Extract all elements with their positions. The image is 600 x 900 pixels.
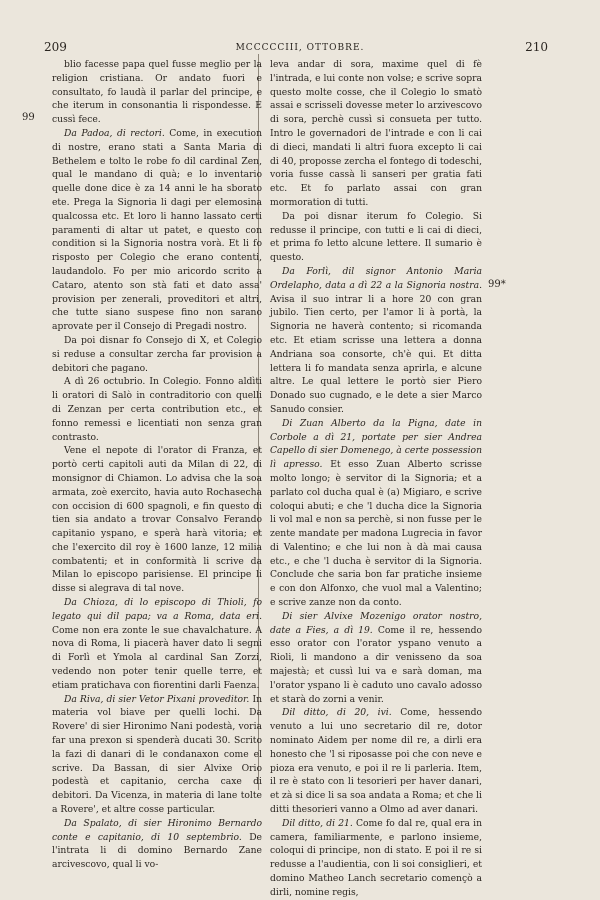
paragraph-heading: Di Zuan Alberto da la Pigna, date in Corbole a dì 21, portate per sier Andrea Capello di sier Domenego, à certe possession lì apresso. bbox=[270, 417, 482, 471]
paragraph bbox=[52, 58, 262, 127]
paragraph-text: Da poi disnar iterum fo Colegio. Si redusse il principe, con tutti e li cai di dieci, et prima fo letto alcune lettere. Il sumario è questo. bbox=[270, 210, 482, 264]
paragraph-text: Vene el nepote di l'orator di Franza, et portò certi capitoli auti da Milan di 22, di monsignor di Chiamon. Lo advisa che la soa armata, zoè exercito, havia auto Rochasecha con occision di 600 spagnoli, e fin questo di tien sia andato a trovar Consalvo Ferando capitanio yspano, e sperà harà vitoria; et che l'exercito dil roy è 1600 lanze, 12 milia combatenti; et in conformità li scrive da Milan lo episcopo parisiense. El principe li disse si alegrava di tal nove. bbox=[52, 445, 262, 595]
paragraph bbox=[270, 706, 482, 816]
paragraph-text: blio facesse papa quel fusse meglio per la religion cristiana. Or andato fuori e consultato, fo laudà il parlar del principe, e che iterum in consonantia li rispondesse. E cussì fece. bbox=[52, 59, 262, 126]
paragraph-text: Avisa il suo intrar li a hore 20 con gran jubilo. Tien certo, per l'amor li à portà, la Signoria ne haverà contento; si ricomanda etc. Et etiam scrisse una lettera a donna Andriana soa consorte, ch'è qui. Et ditta lettera li fo mandata senza aprirla, e alcune altre. Le qual lettere le portò sier Piero Donado suo cugnado, e le dete a sier Marco Sanudo consier. bbox=[270, 293, 482, 415]
paragraph bbox=[270, 58, 482, 210]
paragraph-text: A dì 26 octubrio. In Colegio. Fonno aldìti li oratori di Salò in contraditorio con quelli di Zenzan per certa contribution etc., et fonno remessi e licentiati non senza gran contrasto. bbox=[52, 376, 262, 443]
margin-number-left: 99 bbox=[22, 112, 35, 123]
right-page-number: 210 bbox=[525, 40, 548, 54]
paragraph bbox=[52, 693, 262, 817]
paragraph bbox=[270, 265, 482, 417]
right-column bbox=[270, 58, 482, 900]
paragraph-heading: Da Spalato, di sier Hironimo Bernardo conte e capitanio, di 10 septembrio. bbox=[52, 817, 262, 843]
paragraph-text: leva andar di sora, maxime quel di fè l'intrada, e lui conte non volse; e scrive sopra questo molte cosse, che il Colegio lo smatò assai e scrisseli dovesse meter lo arzivescovo di sora, perchè cussì si consueta per tutto. Intro le governadori de l'intrade e con li cai di dieci, mandati li altri fuora excepto li cai di 40, proposse zercha el fontego di todeschi, voria fusse cassà li sanseri per gratia fati etc. Et fo parlato assai con gran mormoration di tutti. bbox=[270, 59, 483, 208]
paragraph bbox=[52, 596, 262, 693]
margin-number-right: 99* bbox=[488, 279, 506, 290]
paragraph-text: Come il re, hessendo esso orator con l'orator yspano venuto a Rioli, li mandono a dir venisseno da soa majestà; et cussì lui va e sarà doman, ma l'orator yspano li è caduto uno cavalo adosso et starà do zorni a venir. bbox=[270, 624, 482, 705]
paragraph bbox=[270, 817, 482, 900]
paragraph bbox=[52, 127, 262, 334]
paragraph bbox=[270, 610, 482, 707]
paragraph-heading: Da Riva, di sier Vetor Pixani proveditor. bbox=[64, 693, 250, 705]
paragraph-text: Et esso Zuan Alberto scrisse molto longo; è servitor di la Signoria; et a parlato col ducha qual è (a) Migiaro, e scrive coloqui abuti; e che 'l ducha dice la Signoria li vol mal e non sa perchè, si non fusse per le zente mandate per madona Lugrecia in favor di Valentino; e che lui non à dà mai causa etc., e che 'l ducha è servitor di la Signoria. Conclude che saria bon far pratiche insieme e con don Alfonxo, che vuol mal a Valentino; e scrive zanze non da conto. bbox=[270, 459, 482, 609]
paragraph-heading: Da Forlì, dil signor Antonio Maria Ordelapho, data a dì 22 a la Signoria nostra. bbox=[270, 265, 482, 291]
paragraph bbox=[52, 444, 262, 596]
paragraph-text: Come non era zonte le sue chavalchature. A nova di Roma, li piacerà haver dato li segni di Forlì et Ymola al cardinal San Zorzi, vedendo non poter tenir quelle terre, et etiam pratichava con fiorentini darli Faenza. bbox=[52, 624, 262, 691]
paragraph-heading: Da Chioza, di lo episcopo di Thioli, fo legato qui dil papa; va a Roma, data eri. bbox=[52, 597, 262, 622]
paragraph-heading: Dil ditto, di 21. bbox=[282, 817, 353, 829]
paragraph bbox=[270, 210, 482, 265]
left-page-number: 209 bbox=[44, 40, 67, 54]
paragraph bbox=[52, 375, 262, 444]
left-column bbox=[52, 58, 262, 872]
paragraph-text: Come, hessendo venuto a lui uno secretario dil re, dotor nominato Aidem per nome dil re, a dirli era honesto che 'l si riposasse poi che con neve e pioza era venuto, e poi il re li parleria. Item, il re è stato con li tesorieri per haver danari, et zà si dice li sa soa andata a Roma; et che li ditti thesorieri vanno a Olmo ad aver danari. bbox=[270, 707, 483, 816]
running-title: MCCCCCIII, OTTOBRE. bbox=[235, 43, 365, 53]
paragraph bbox=[52, 334, 262, 375]
paragraph bbox=[52, 817, 262, 872]
paragraph-text: Come, in execution di nostre, erano stati a Santa Maria di Bethelem e tolto le robe fo dil cardinal Zen, qual le mandano di quà; e lo inventario quelle done dice è za 14 anni le ha sborato ete. Prega la Signoria li dagi per elemosina qualcossa etc. Et loro li hanno lassato certi paramenti di altar ut patet, e questo con condition si la Signoria nostra vorà. Et li fo risposto per Colegio che erano contenti, laudandolo. Fo per mio aricordo scrito a Cataro, atento son stà fati et dato assa' provision per zenerali, proveditori et altri, che tutte siano suspese fino non sarano aprovate per il Consejo di Pregadi nostro. bbox=[52, 127, 263, 333]
paragraph bbox=[270, 417, 482, 610]
paragraph-text: De l'intrata li di domino Bernardo Zane arcivescovo, qual li vo- bbox=[52, 831, 262, 871]
paragraph-text: Come fo dal re, qual era in camera, familiarmente, e parlono insieme, coloqui di principe, non di stato. E poi il re si redusse a l'audientia, con li soi consiglieri, et domino Matheo Lanch secretario començò a dirli, nomine regis, bbox=[270, 817, 483, 898]
paragraph-text: Da poi disnar fo Consejo di X, et Colegio si reduse a consultar zercha far provision a debitori che pagano. bbox=[52, 334, 262, 374]
paragraph-heading: Di sier Alvixe Mozenigo orator nostro, date a Fies, a dì 19. bbox=[270, 610, 482, 636]
paragraph-text: In materia vol biave per quelli lochi. Da Rovere' di sier Hironimo Nani podestà, voria far una prexon si spenderà ducati 30. Scrito la fazi di danari di le condanaxon come el scrive. Da Bassan, di sier Alvixe Orio podestà et capitanio, cercha caxe di debitori. Da Vicenza, in materia di lane tolte a Rovere', et altre cosse particular. bbox=[52, 693, 262, 816]
paragraph-heading: Da Padoa, di rectori. bbox=[64, 127, 165, 139]
paragraph-heading: Dil ditto, di 20, ivi. bbox=[282, 707, 392, 719]
